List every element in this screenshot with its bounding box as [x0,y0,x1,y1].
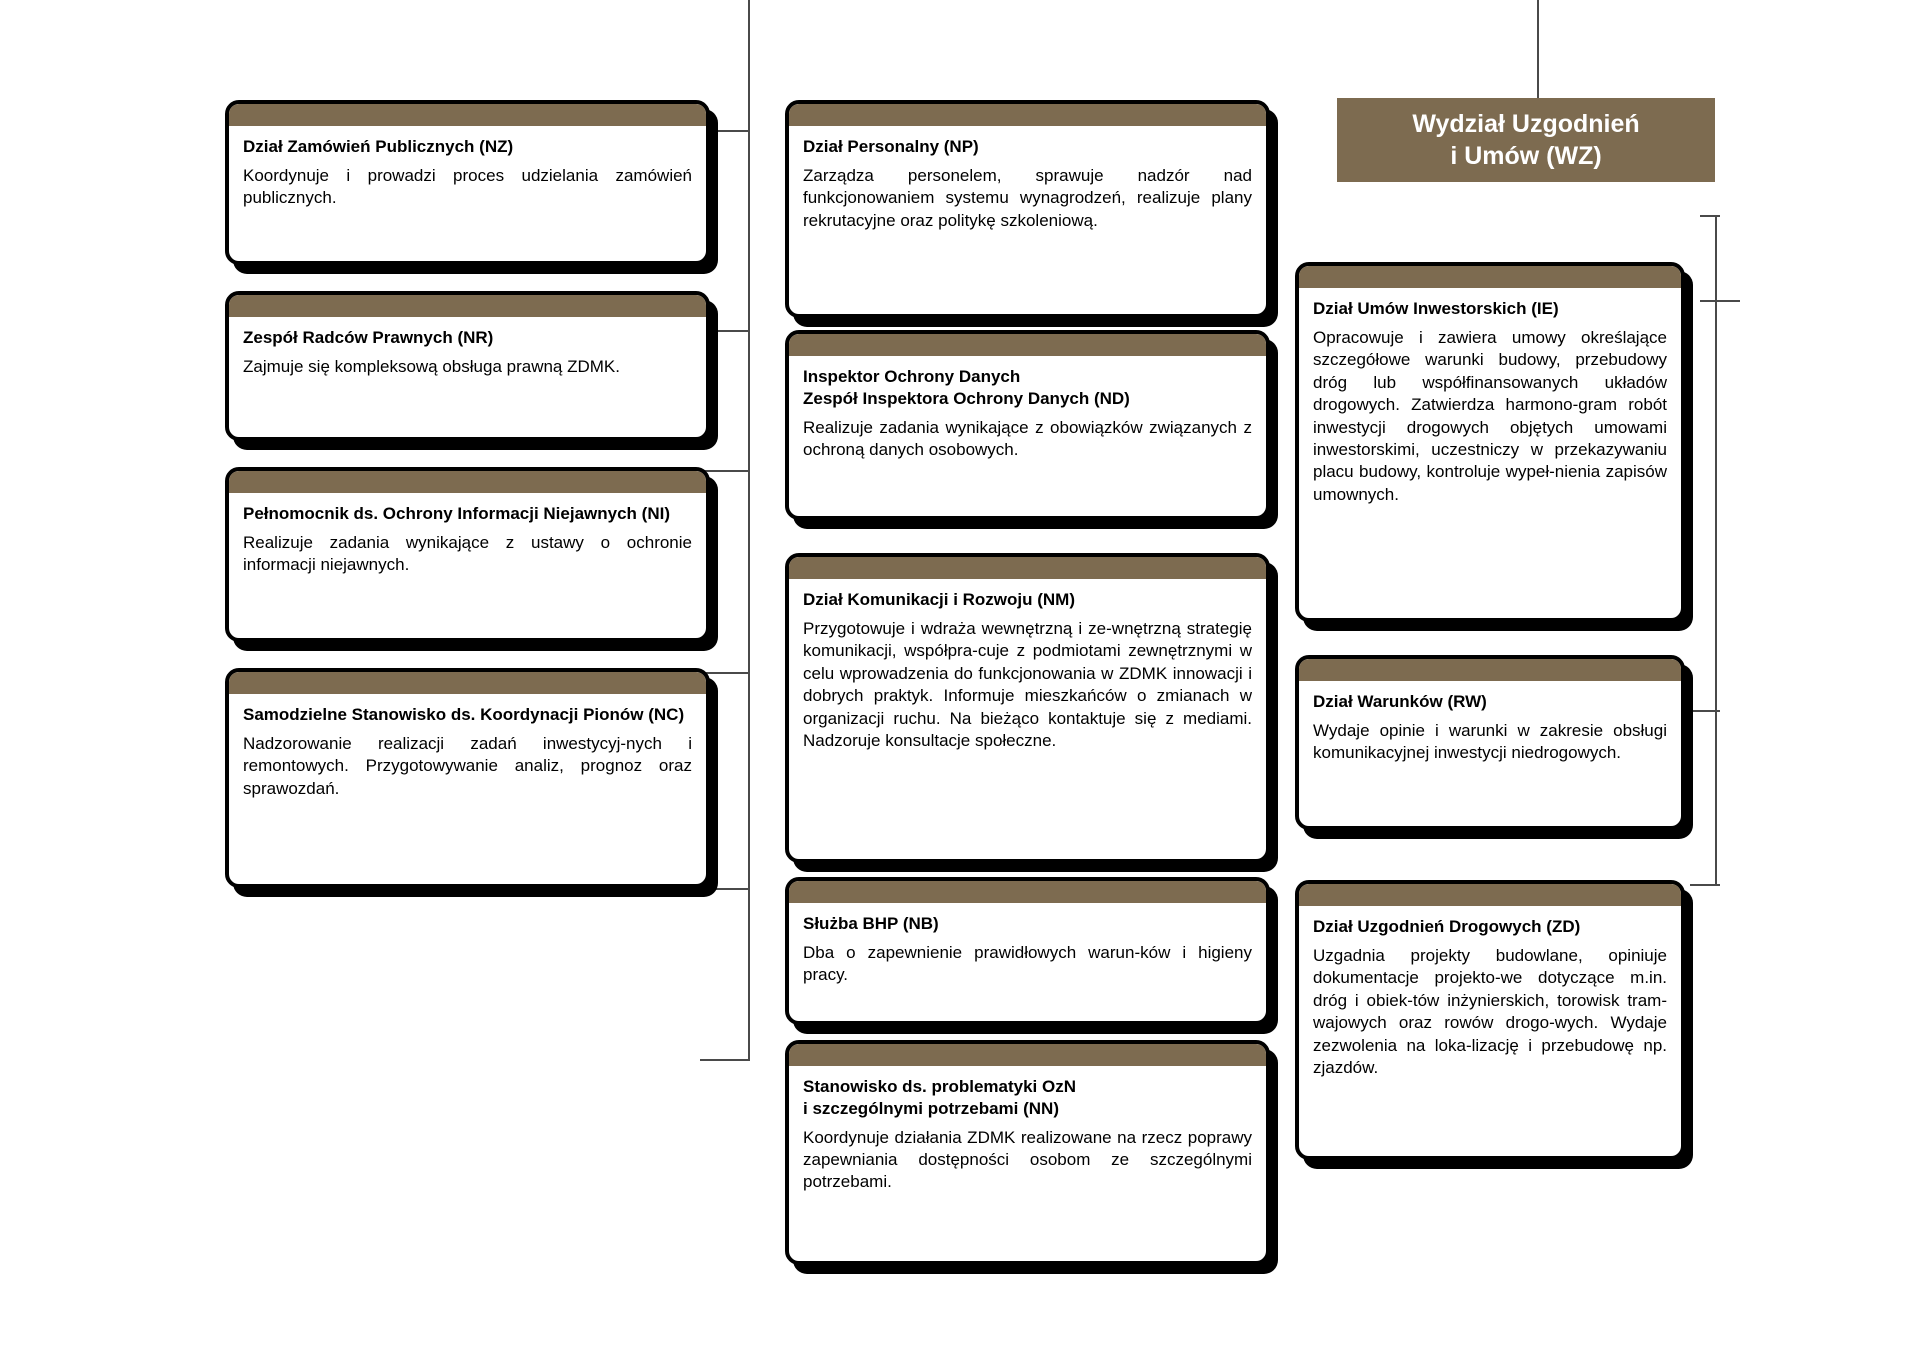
card-stanowisko-problematyki-ozn[interactable] [785,1040,1270,1265]
card-sluzba-bhp[interactable] [785,877,1270,1025]
card-accent-bar [789,104,1266,126]
card-description: Realizuje zadania wynikające z ustawy o ochronie informacji niejawnych. [243,532,692,575]
card-accent-bar [789,557,1266,579]
connector-right-zd [1690,884,1720,886]
connector-vertical-right [1715,215,1717,885]
card-description: Zarządza personelem, sprawuje nadzór nad funkcjonowaniem systemu wynagrodzeń, realizuje plany rekrutacyjne oraz politykę szkoleniową. [803,165,1252,230]
card-title-line-1: Stanowisko ds. problematyki OzN [803,1077,1077,1096]
card-accent-bar [789,334,1266,356]
card-description: Realizuje zadania wynikające z obowiązków związanych z ochroną danych osobowych. [803,417,1252,459]
connector-left-nb [700,1059,750,1061]
card-dzial-uzgodnien-drogowych[interactable] [1295,880,1685,1160]
card-title: Pełnomocnik ds. Ochrony Informacji Niejawnych (NI) [243,504,670,523]
card-accent-bar [1299,884,1681,906]
connector-vertical-wz [1537,0,1539,100]
card-accent-bar [229,104,706,126]
card-accent-bar [1299,266,1681,288]
card-title: Dział Zamówień Publicznych (NZ) [243,137,514,156]
card-title-line-2: Zespół Inspektora Ochrony Danych (ND) [803,388,1130,408]
card-description: Koordynuje działania ZDMK realizowane na rzecz poprawy zapewniania dostępności osobom ze szczególnymi potrzebami. [803,1127,1252,1192]
card-description: Przygotowuje i wdraża wewnętrzną i ze-wnętrzną strategię komunikacji, współpra-cuje z podmiotami zewnętrznymi w celu wprowadzenia do funkcjonowania w ZDMK innowacji i dobrych praktyk. Informuje mieszkańców o zmianach w organizacji ruchu. Na bieżąco kontaktuje się z mediami. Nadzoruje konsultacje społeczne. [803,618,1252,750]
connector-right-rw [1690,710,1720,712]
card-title: Dział Warunków (RW) [1313,692,1487,711]
card-title [803,366,1252,410]
card-title [803,1076,1252,1120]
card-accent-bar [229,471,706,493]
card-description: Uzgadnia projekty budowlane, opiniuje dokumentacje projekto-we dotyczące m.in. dróg i obiek-tów inżynierskich, torowisk tram-wajowych oraz rowów drogo-wych. Wydaje zezwolenia na loka-lizację i przebudowę np. zjazdów. [1313,945,1667,1077]
card-accent-bar [229,295,706,317]
card-accent-bar [229,672,706,694]
card-title: Dział Personalny (NP) [803,137,979,156]
card-accent-bar [789,881,1266,903]
header-wydzial-uzgodnien-i-umow [1337,98,1715,182]
card-description: Opracowuje i zawiera umowy określające szczegółowe warunki budowy, przebudowy dróg lub współfinansowanych układów drogowych. Zatwierdza harmono-gram robót inwestycji drogowych objętych umowami inwestorskimi, uczestniczy w przekazywaniu placu budowy, kontroluje wypeł-nienia zapisów umownych. [1313,327,1667,504]
card-title: Służba BHP (NB) [803,914,939,933]
card-description: Nadzorowanie realizacji zadań inwestycyj-nych i remontowych. Przygotowywanie analiz, prognoz oraz sprawozdań. [243,733,692,798]
card-description: Zajmuje się kompleksową obsługa prawną ZDMK. [243,356,620,376]
connector-left-nc-bottom [700,888,750,890]
card-title: Dział Uzgodnień Drogowych (ZD) [1313,917,1581,936]
card-pelnomocnik-ochrony-informacji-niejawnych[interactable] [225,467,710,642]
card-zespol-radcow-prawnych[interactable] [225,291,710,441]
card-description: Koordynuje i prowadzi proces udzielania zamówień publicznych. [243,165,692,208]
card-dzial-umow-inwestorskich[interactable] [1295,262,1685,622]
card-accent-bar [789,1044,1266,1066]
header-line-1: Wydział Uzgodnień [1412,110,1640,138]
connector-vertical-main [748,0,750,1060]
card-description: Wydaje opinie i warunki w zakresie obsługi komunikacyjnej inwestycji niedrogowych. [1313,720,1667,763]
card-accent-bar [1299,659,1681,681]
header-line-2: i Umów (WZ) [1450,142,1602,170]
connector-left-ni [700,470,750,472]
connector-right-ie [1700,300,1740,302]
card-title: Dział Komunikacji i Rozwoju (NM) [803,590,1076,609]
card-title: Samodzielne Stanowisko ds. Koordynacji Pionów (NC) [243,705,685,724]
connector-right-header [1700,215,1720,217]
card-dzial-personalny[interactable] [785,100,1270,318]
card-inspektor-ochrony-danych[interactable] [785,330,1270,520]
card-dzial-zamowien-publicznych[interactable] [225,100,710,265]
card-dzial-warunkow[interactable] [1295,655,1685,830]
card-samodzielne-stanowisko-koordynacji-pionow[interactable] [225,668,710,888]
card-title-line-1: Inspektor Ochrony Danych [803,367,1021,386]
card-title: Zespół Radców Prawnych (NR) [243,328,494,347]
card-description: Dba o zapewnienie prawidłowych warun-ków i higieny pracy. [803,942,1252,985]
card-dzial-komunikacji-i-rozwoju[interactable] [785,553,1270,863]
card-title-line-2: i szczególnymi potrzebami (NN) [803,1098,1059,1118]
card-title: Dział Umów Inwestorskich (IE) [1313,299,1559,318]
